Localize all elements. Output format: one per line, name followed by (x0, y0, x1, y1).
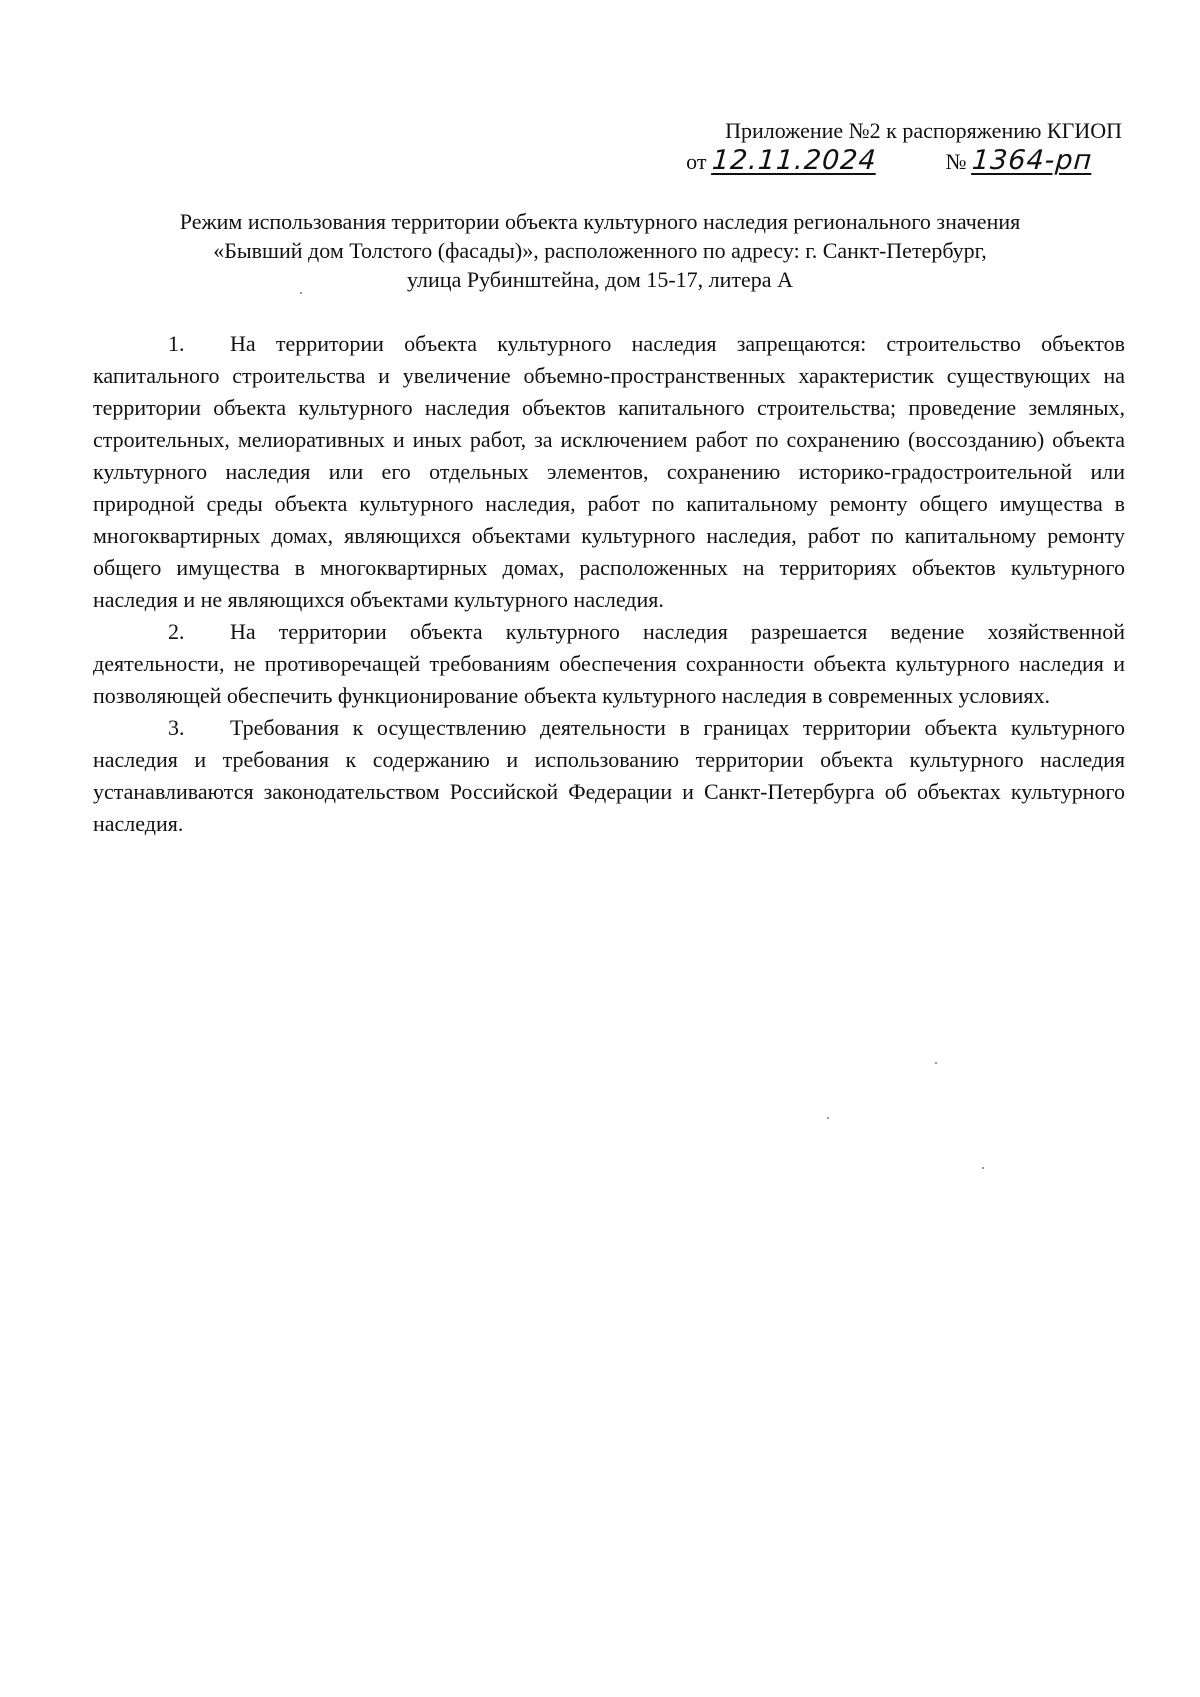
paragraph-number: 1. (168, 331, 185, 356)
scan-speck (827, 1117, 829, 1119)
paragraph-2 (93, 616, 1125, 712)
appendix-date-number-line (562, 146, 1122, 177)
appendix-header (562, 116, 1122, 177)
document-title (100, 207, 1100, 294)
handwritten-date: 12.11.2024 (710, 145, 878, 176)
paragraph-number: 3. (168, 715, 185, 740)
appendix-label: Приложение №2 к распоряжению КГИОП (725, 118, 1122, 143)
number-prefix: № (945, 149, 967, 174)
paragraph-3 (93, 712, 1125, 840)
handwritten-order-number: 1364-рп (970, 145, 1094, 176)
title-line-3: улица Рубинштейна, дом 15-17, литера А (407, 267, 793, 292)
document-body (93, 328, 1125, 840)
paragraph-number: 2. (168, 619, 185, 644)
paragraph-text: На территории объекта культурного наследия запрещаются: строительство объектов капитального строительства и увеличение объемно-пространственных характеристик существующих на территории объекта культурного наследия объектов капитального строительства; проведение земляных, строительных, мелиоративных и иных работ, за исключением работ по сохранению (воссозданию) объекта культурного наследия или его отдельных элементов, сохранению историко-градостроительной или природной среды объекта культурного наследия, работ по капитальному ремонту общего имущества в многоквартирных домах, являющихся объектами культурного наследия, работ по капитальному ремонту общего имущества в многоквартирных домах, расположенных на территориях объектов культурного наследия и не являющихся объектами культурного наследия. (93, 331, 1125, 612)
scan-speck (935, 1062, 937, 1064)
paragraph-text: На территории объекта культурного наследия разрешается ведение хозяйственной деятельности, не противоречащей требованиям обеспечения сохранности объекта культурного наследия и позволяющей обеспечить функционирование объекта культурного наследия в современных условиях. (93, 619, 1125, 708)
scan-speck (300, 292, 302, 294)
paragraph-text: Требования к осуществлению деятельности в границах территории объекта культурного наследия и требования к содержанию и использованию территории объекта культурного наследия устанавливаются законодательством Российской Федерации и Санкт-Петербурга об объектах культурного наследия. (93, 715, 1125, 836)
scan-speck (982, 1167, 984, 1169)
paragraph-1 (93, 328, 1125, 616)
title-line-2: «Бывший дом Толстого (фасады)», расположенного по адресу: г. Санкт-Петербург, (213, 238, 987, 263)
title-line-1: Режим использования территории объекта культурного наследия регионального значения (179, 209, 1021, 234)
date-prefix: от (686, 149, 707, 174)
